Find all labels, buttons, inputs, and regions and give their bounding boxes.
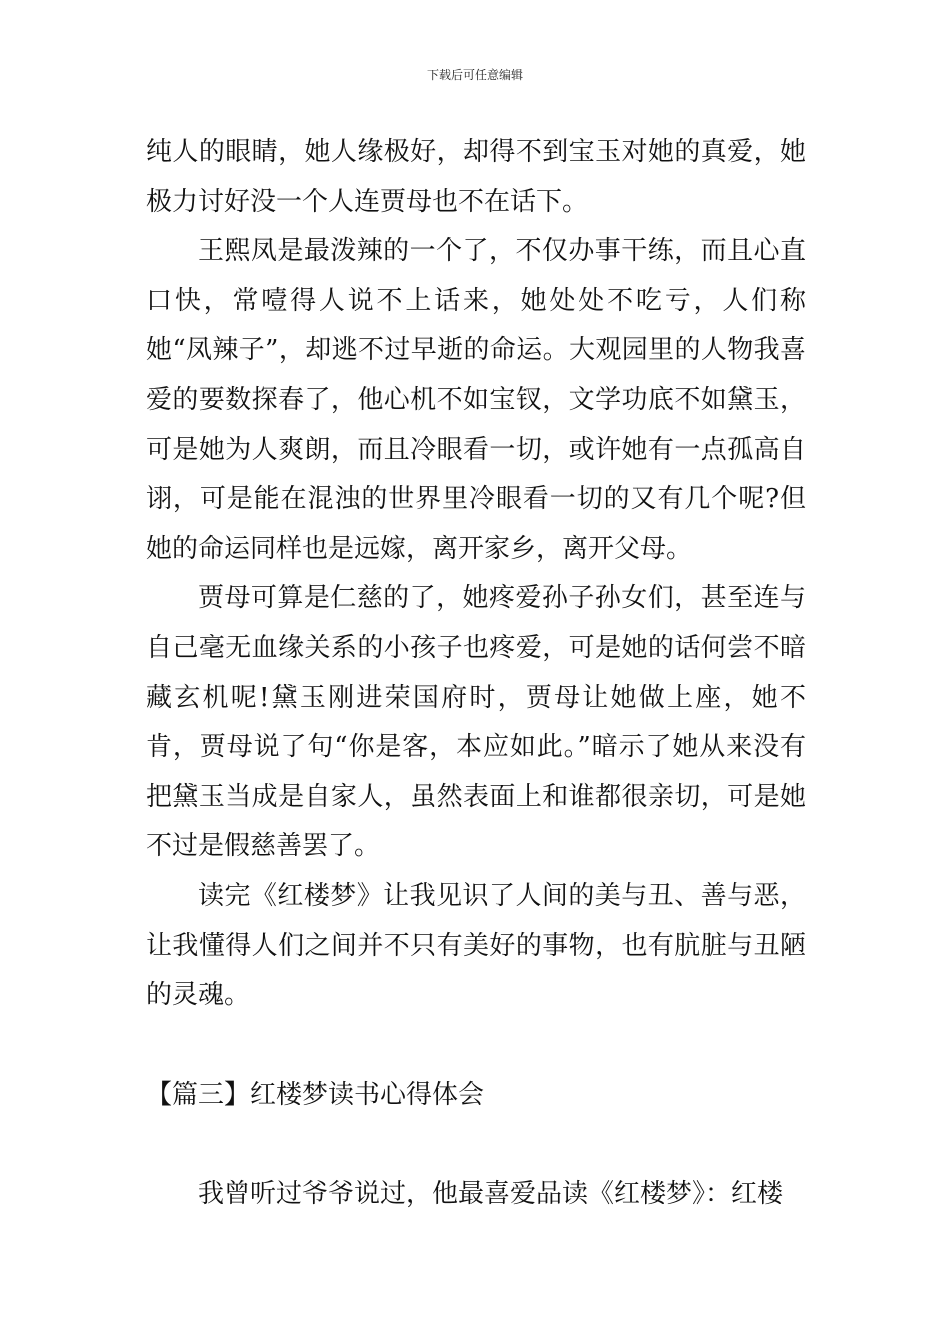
paragraph-continuation: 纯人的眼睛，她人缘极好，却得不到宝玉对她的真爱，她极力讨好没一个人连贾母也不在话下。 <box>146 137 806 217</box>
section-heading: 【篇三】红楼梦读书心得体会 <box>146 1080 485 1110</box>
page-header: 下载后可任意编辑 <box>426 68 523 82</box>
paragraph-wang-xifeng: 王熙凤是最泼辣的一个了，不仅办事干练，而且心直口快，常噎得人说不上话来，她处处不吃亏，人们称她“凤辣子”，却逃不过早逝的命运。大观园里的人物我喜爱的要数探春了，他心机不如宝钗，文学功底不如黛玉，可是她为人爽朗，而且冷眼看一切，或许她有一点孤高自诩，可是能在混浊的世界里冷眼看一切的又有几个呢?但她的命运同样也是远嫁，离开家乡，离开父母。 <box>146 236 806 564</box>
section-three-body <box>146 1170 806 1220</box>
document-body <box>146 128 806 1021</box>
paragraph-conclusion: 读完《红楼梦》让我见识了人间的美与丑、善与恶，让我懂得人们之间并不只有美好的事物，也有肮脏与丑陋的灵魂。 <box>146 880 806 1011</box>
paragraph-jia-mu: 贾母可算是仁慈的了，她疼爱孙子孙女们，甚至连与自己毫无血缘关系的小孩子也疼爱，可是她的话何尝不暗藏玄机呢!黛玉刚进荣国府时，贾母让她做上座，她不肯，贾母说了句“你是客，本应如此。”暗示了她从来没有把黛玉当成是自家人，虽然表面上和谁都很亲切，可是她不过是假慈善罢了。 <box>146 583 806 862</box>
paragraph-section-three-intro: 我曾听过爷爷说过，他最喜爱品读《红楼梦》：红楼 <box>198 1179 784 1209</box>
